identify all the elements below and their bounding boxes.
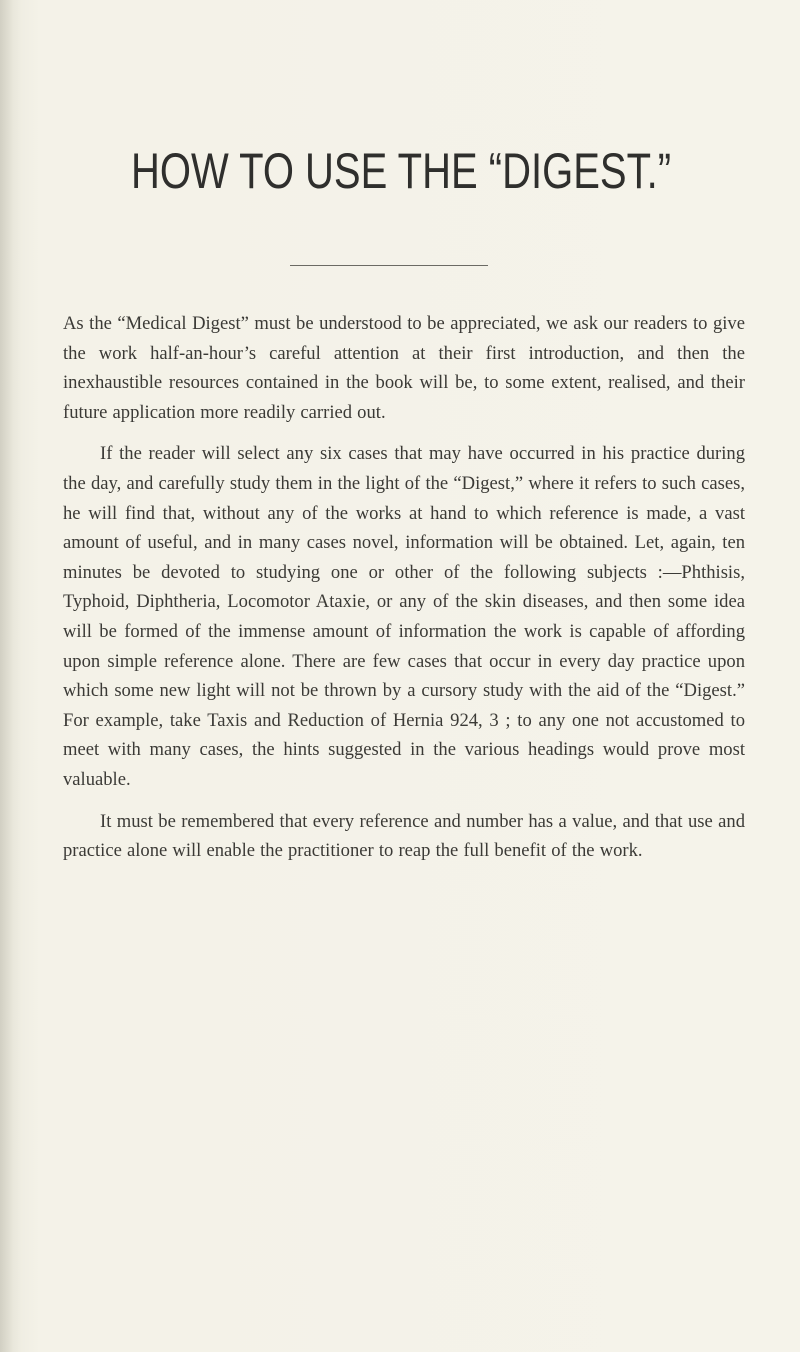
page-edge-shadow [0,0,22,1352]
page-title: HOW TO USE THE “DIGEST.” [130,143,672,199]
paragraph-cases: If the reader will select any six cases that may have occurred in his practice during the day, and carefully study them in the light of the “Digest,” where it refers to such cases, he will find that, without any of the works at hand to which reference is made, a vast amount of useful, and in many cases novel, information will be obtained. Let, again, ten minutes be devoted to studying one or other of the following subjects :—Phthisis, Typhoid, Diphtheria, Locomotor Ataxie, or any of the skin diseases, and then some idea will be formed of the immense amount of information the work is capable of affording upon simple reference alone. There are few cases that occur in every day practice upon which some new light will not be thrown by a cursory study with the aid of the “Digest.” For example, take Taxis and Reduction of Hernia 924, 3 ; to any one not accustomed to meet with many cases, the hints suggested in the various headings would prove most valuable. [63,443,745,790]
body-text [63,309,745,878]
title-divider [290,265,488,266]
paragraph-intro: As the “Medical Digest” must be understood to be appreciated, we ask our readers to give the work half-an-hour’s careful attention at their first introduction, and then the inexhaustible resources contained in the book will be, to some extent, realised, and their future application more readily carried out. [63,313,745,423]
paragraph-closing: It must be remembered that every reference and number has a value, and that use and practice alone will enable the practitioner to reap the full benefit of the work. [63,810,745,862]
